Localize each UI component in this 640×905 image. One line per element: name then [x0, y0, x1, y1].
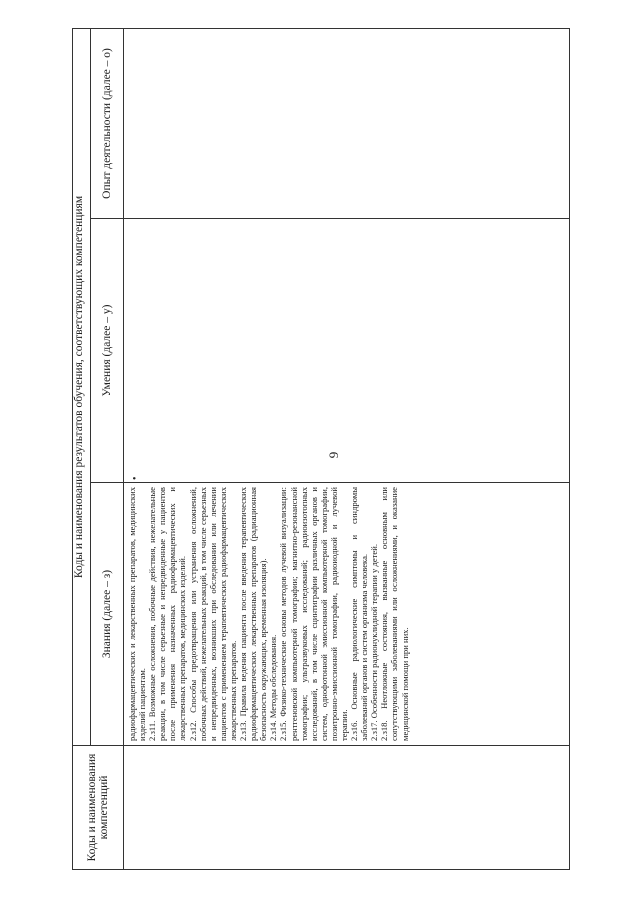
experience-cell	[124, 28, 570, 218]
header-knowledge: Знания (далее – з)	[91, 483, 124, 746]
codes-cell	[124, 746, 570, 870]
page-number: 9	[326, 451, 341, 459]
knowledge-item: радиофармацевтических и лекарственных препаратов, медицинских изделий пациентам.	[127, 487, 148, 741]
knowledge-item: 2.з16. Основные радиологические симптомы и синдромы заболеваний органов и систем организма человека.	[349, 487, 370, 741]
rotated-table-wrapper	[72, 29, 570, 870]
knowledge-cell	[124, 483, 570, 746]
header-results-group: Коды и наименования результатов обучения, соответствующих компетенциям	[73, 28, 91, 745]
header-codes: Коды и наименования компетенций	[73, 746, 124, 870]
knowledge-item: 2.з13. Правила ведения пациента после введения терапевтических радиофармацевтических лекарственных препаратов (радиационная безопасность окружающих, временная изоляция).	[238, 487, 269, 741]
knowledge-item: 2.з14. Методы обследования.	[268, 634, 279, 741]
knowledge-item: 2.з18. Неотложные состояния, вызванные основным или сопутствующими заболеваниями или осложнениями, и оказание медицинской помощи при них.	[379, 487, 410, 741]
skills-cell: •	[124, 219, 570, 483]
knowledge-item: 2.з11. Возможные осложнения, побочные действия, нежелательные реакции, в том числе серьезные и непредвиденные у пациентов после применения назначенных радиофармацевтических и лекарственных препаратов, медицинских изделий.	[147, 487, 188, 741]
competency-table	[72, 28, 570, 870]
knowledge-item: 2.з12. Способы предотвращения или устранения осложнений, побочных действий, нежелательных реакций, в том числе серьезных и непредвиденных, возникших при обследовании или лечении пациентов с применением терапевтических радиофармацевтических лекарственных препаратов.	[187, 487, 238, 741]
knowledge-item: 2.з15. Физико-технические основы методов лучевой визуализации: рентгеновской компьютерной томографии; магнитно-резонансной томографии; ультразвуковых исследований; радиоизотопных исследований, в том числе сцинтиграфии различных органов и систем, однофотонной эмиссионной компьютерной томографии, позитронно-эмиссионной томографии, радиоиодной и лучевой терапии.	[278, 487, 349, 741]
header-experience: Опыт деятельности (далее – о)	[91, 28, 124, 218]
knowledge-item: 2.з17. Особенности радионуклидной терапии у детей.	[369, 544, 380, 741]
header-skills: Умения (далее – у)	[91, 219, 124, 483]
